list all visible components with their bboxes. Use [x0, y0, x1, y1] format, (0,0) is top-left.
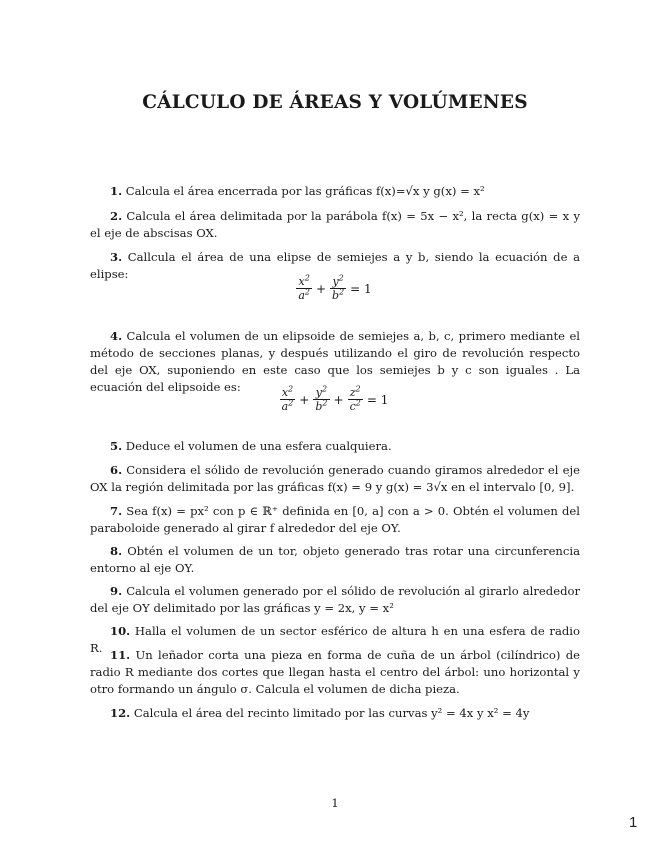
problem-6: [90, 462, 580, 496]
problem-text: Halla el volumen de un sector esférico de altura h en una esfera de radio R.: [90, 624, 580, 655]
problem-number: 2.: [110, 209, 123, 223]
problem-number: 11.: [110, 648, 131, 662]
problem-text: Callcula el área de una elipse de semiejes a y b, siendo la ecuación de a elipse:: [90, 250, 580, 281]
problem-11: [90, 647, 580, 698]
page-title: CÁLCULO DE ÁREAS Y VOLÚMENES: [142, 92, 528, 113]
problem-number: 7.: [110, 504, 123, 518]
problem-1: [90, 183, 580, 200]
problem-number: 5.: [110, 439, 123, 453]
viewer-page-indicator: 1: [629, 814, 638, 831]
problem-number: 9.: [110, 584, 123, 598]
problem-number: 1.: [110, 184, 123, 198]
problem-text: Obtén el volumen de un tor, objeto generado tras rotar una circunferencia entorno al eje OY.: [90, 544, 581, 575]
problem-text: Calcula el volumen de un elipsoide de semiejes a, b, c, primero mediante el método de secciones planas, y después utilizando el giro de revolución respecto del eje OX, suponiendo en este caso que los semiejes b y c son iguales . La ecuación del elipsoide es:: [90, 329, 581, 394]
problem-12: [90, 705, 580, 722]
problem-number: 4.: [110, 329, 123, 343]
problem-8: [90, 543, 580, 577]
problem-number: 3.: [110, 250, 123, 264]
problem-text: Calcula el área del recinto limitado por las curvas y² = 4x y x² = 4y: [133, 706, 530, 720]
fraction-y2-b2: $\frac{y^2}{b^2}$: [315, 384, 328, 413]
ellipsoid-equation: $\frac{x^2}{a^2}$ + $\frac{y^2}{b^2}$ + $\frac{z^2}{c^2}$ = 1: [281, 384, 389, 413]
problem-7: [90, 503, 580, 537]
problem-text: Sea f(x) = px² con p ∈ ℝ⁺ definida en [0, a] con a > 0. Obtén el volumen del paraboloide generado al girar f alrededor del eje OY.: [90, 504, 580, 535]
problem-text: Un leñador corta una pieza en forma de cuña de un árbol (cilíndrico) de radio R mediante dos cortes que llegan hasta el centro del árbol: uno horizontal y otro formando un ángulo σ. Calcula el volumen de dicha pieza.: [90, 648, 580, 696]
fraction-x2-a2: $\frac{x^2}{a^2}$: [298, 273, 310, 302]
page-number: 1: [331, 796, 339, 810]
problem-2: [90, 208, 580, 242]
problem-text: Calcula el área encerrada por las gráficas f(x)=√x y g(x) = x²: [125, 184, 485, 198]
ellipse-equation: $\frac{x^2}{a^2}$ + $\frac{y^2}{b^2}$ = 1: [298, 273, 372, 302]
problem-number: 12.: [110, 706, 131, 720]
problem-9: [90, 583, 580, 617]
problem-text: Deduce el volumen de una esfera cualquiera.: [125, 439, 392, 453]
problem-number: 10.: [110, 624, 131, 638]
fraction-z2-c2: $\frac{z^2}{c^2}$: [349, 384, 361, 413]
problem-number: 6.: [110, 463, 123, 477]
problem-text: Calcula el volumen generado por el sólido de revolución al girarlo alrededor del eje OY delimitado por las gráficas y = 2x, y = x²: [90, 584, 581, 615]
problem-text: Calcula el área delimitada por la parábola f(x) = 5x − x², la recta g(x) = x y el eje de abscisas OX.: [90, 209, 581, 240]
problem-5: [90, 438, 580, 455]
problem-text: Considera el sólido de revolución generado cuando giramos alrededor el eje OX la región delimitada por las gráficas f(x) = 9 y g(x) = 3√x en el intervalo [0, 9].: [90, 463, 580, 494]
fraction-x2-a2: $\frac{x^2}{a^2}$: [281, 384, 294, 413]
problem-number: 8.: [110, 544, 123, 558]
fraction-y2-b2: $\frac{y^2}{b^2}$: [332, 273, 345, 302]
